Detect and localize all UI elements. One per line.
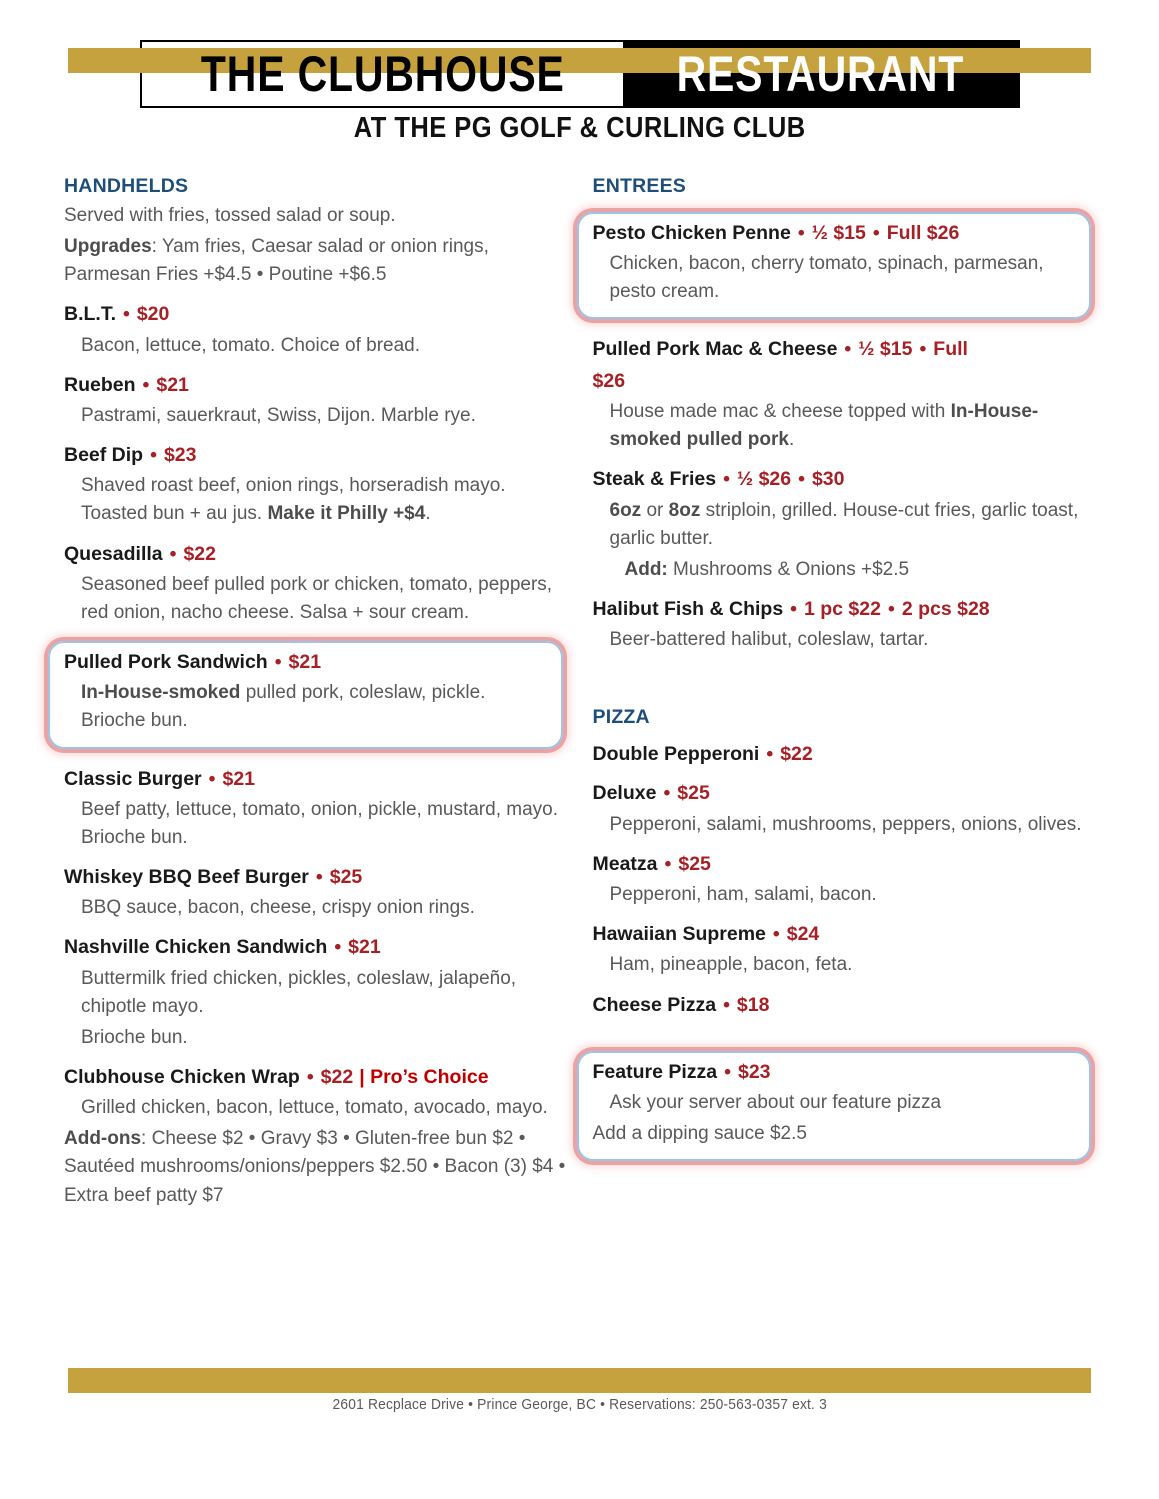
bullet-separator: •: [844, 338, 852, 361]
item-price: $23: [163, 444, 197, 467]
item-title-line: [593, 850, 1096, 878]
item-name: Feature Pizza: [592, 1060, 718, 1083]
text: Brioche bun.: [81, 1026, 188, 1048]
item-description: [593, 398, 1096, 454]
menu-item: [593, 465, 1096, 584]
menu-item: [593, 850, 1096, 909]
text: pulled pork, coleslaw, pickle. Brioche bun.: [81, 682, 486, 732]
item-description: [593, 626, 1096, 654]
item-name: Deluxe: [592, 782, 657, 805]
item-description: [593, 1089, 1076, 1117]
section-note: [64, 233, 567, 289]
bold-text: Make it Philly +$4: [267, 503, 426, 525]
section-title-handhelds: HANDHELDS: [64, 175, 189, 197]
item-title-line: [64, 648, 547, 676]
item-price: $25: [678, 852, 711, 875]
item-name: Steak & Fries: [592, 468, 717, 491]
item-name: Meatza: [592, 852, 658, 875]
highlighted-menu-item: [48, 641, 563, 748]
item-name: B.L.T.: [64, 303, 116, 326]
text: BBQ sauce, bacon, cheese, crispy onion rings.: [81, 897, 475, 919]
text: Pepperoni, salami, mushrooms, peppers, onions, olives.: [609, 813, 1082, 835]
item-description: [593, 556, 1096, 584]
item-title-line: [593, 1058, 1076, 1086]
bullet-separator: •: [334, 936, 342, 959]
item-description: [593, 881, 1096, 909]
menu-item: [593, 779, 1096, 838]
bullet-separator: •: [208, 767, 216, 790]
item-name: Pesto Chicken Penne: [592, 222, 791, 244]
highlighted-menu-item: [577, 212, 1092, 319]
menu-content: [0, 175, 1159, 1213]
bullet-separator: •: [798, 468, 805, 491]
bullet-separator: •: [772, 923, 780, 946]
item-price: $25: [677, 782, 710, 805]
logo-subtitle-text: AT THE PG GOLF & CURLING CLUB: [353, 112, 806, 144]
item-price: $21: [348, 936, 381, 959]
section-handhelds: [64, 175, 567, 1210]
item-description: [64, 1094, 567, 1122]
item-title-line: [593, 740, 1096, 768]
menu-column-right: [593, 175, 1096, 1213]
item-name: Quesadilla: [64, 542, 163, 565]
bold-text: In-House-smoked: [81, 682, 241, 704]
item-name: Hawaiian Supreme: [592, 923, 766, 946]
text: or: [641, 499, 669, 521]
item-price: $25: [329, 866, 363, 889]
text: Bacon, lettuce, tomato. Choice of bread.: [81, 334, 421, 356]
bullet-separator: •: [797, 222, 805, 244]
item-price: ½ $15: [858, 338, 913, 361]
item-title-line: [593, 595, 1096, 623]
item-price: 1 pc $22: [804, 597, 881, 620]
item-description: [64, 894, 567, 922]
item-title-line: [593, 335, 1096, 363]
item-description: [64, 332, 567, 360]
item-name: Clubhouse Chicken Wrap: [64, 1065, 300, 1088]
menu-item: [593, 595, 1096, 654]
text: striploin, grilled. House-cut fries, garlic toast, garlic butter.: [609, 499, 1079, 549]
logo-left-panel: [142, 42, 624, 106]
bullet-separator: •: [123, 303, 130, 326]
menu-item: [64, 933, 567, 1052]
item-price: 2 pcs $28: [901, 597, 990, 620]
menu-item: [64, 441, 567, 528]
text: : Cheese $2 • Gravy $3 • Gluten-free bun $2 • Sautéed mushrooms/onions/peppers $2.50 • Bacon (3) $4 • Extra beef patty $7: [64, 1128, 566, 1206]
item-description: [593, 951, 1096, 979]
logo-subtitle: [140, 112, 1020, 145]
logo-right-panel: [623, 42, 1017, 106]
text: Pastrami, sauerkraut, Swiss, Dijon. Marble rye.: [81, 404, 476, 426]
item-description: [593, 497, 1096, 553]
item-title-line: [593, 219, 1076, 247]
bullet-separator: •: [664, 852, 672, 875]
section-pizza: [593, 706, 1096, 1161]
item-price: $21: [222, 767, 256, 790]
text: Grilled chicken, bacon, lettuce, tomato, avocado, mayo.: [81, 1097, 548, 1119]
bullet-separator: •: [723, 993, 730, 1016]
item-tag: | Pro’s Choice: [359, 1065, 489, 1088]
item-name: Halibut Fish & Chips: [592, 597, 784, 620]
bold-text: Add:: [624, 558, 668, 580]
text: Mushrooms & Onions +$2.5: [667, 558, 910, 580]
text: : Yam fries, Caesar salad or onion rings, Parmesan Fries +$4.5 • Poutine +$6.5: [64, 236, 489, 286]
text: .: [425, 503, 431, 525]
item-name: Cheese Pizza: [592, 993, 717, 1016]
item-description: [64, 1024, 567, 1052]
highlighted-menu-item: [577, 1051, 1092, 1161]
text: Beer-battered halibut, coleslaw, tartar.: [609, 629, 929, 651]
item-title-line: [64, 1063, 567, 1091]
menu-item: [64, 1063, 567, 1122]
text: Add a dipping sauce $2.5: [592, 1123, 807, 1145]
bullet-separator: •: [872, 222, 880, 244]
item-name: Beef Dip: [64, 444, 144, 467]
bullet-separator: •: [315, 866, 323, 889]
item-name: Pulled Pork Sandwich: [64, 651, 268, 674]
menu-column-left: [64, 175, 567, 1213]
text: Chicken, bacon, cherry tomato, spinach, parmesan, pesto cream.: [609, 253, 1044, 303]
item-price: $24: [786, 923, 820, 946]
item-price: $21: [288, 651, 322, 674]
menu-item: [593, 335, 1096, 454]
item-name: Nashville Chicken Sandwich: [64, 936, 328, 959]
item-description: [64, 571, 567, 627]
item-title-line: [64, 863, 567, 891]
item-price: $26: [592, 369, 626, 392]
item-title-line: [64, 540, 567, 568]
item-name: Classic Burger: [64, 767, 202, 790]
text: Beef patty, lettuce, tomato, onion, pickle, mustard, mayo. Brioche bun.: [81, 798, 558, 848]
item-price: $22: [183, 542, 216, 565]
menu-item: [593, 740, 1096, 768]
item-price: $22: [320, 1065, 354, 1088]
bullet-separator: •: [306, 1065, 314, 1088]
bullet-separator: •: [169, 542, 177, 565]
bullet-separator: •: [887, 597, 895, 620]
text: Served with fries, tossed salad or soup.: [64, 205, 396, 226]
footer-address-text: 2601 Recplace Drive • Prince George, BC • Reservations: 250-563-0357 ext. 3: [332, 1396, 827, 1413]
section-entrees: [593, 175, 1096, 654]
item-price: $30: [811, 468, 845, 491]
bullet-separator: •: [723, 468, 730, 491]
item-price: Full $26: [886, 222, 960, 244]
item-description: [593, 811, 1096, 839]
item-title-line: [593, 920, 1096, 948]
menu-item: [593, 991, 1096, 1019]
bullet-separator: •: [766, 743, 774, 766]
item-name: Pulled Pork Mac & Cheese: [592, 338, 838, 361]
item-price: $20: [136, 303, 170, 326]
bullet-separator: •: [724, 1060, 731, 1083]
item-price: $23: [737, 1060, 771, 1083]
text: Shaved roast beef, onion rings, horseradish mayo. Toasted bun + au jus.: [81, 475, 506, 525]
item-title-line: [64, 371, 567, 399]
bullet-separator: •: [919, 338, 927, 361]
item-title-line: [593, 779, 1096, 807]
bullet-separator: •: [150, 444, 157, 467]
item-description: [593, 250, 1076, 306]
text: Pepperoni, ham, salami, bacon.: [609, 884, 877, 906]
bold-text: Add-ons: [64, 1128, 142, 1150]
item-price: ½ $26: [736, 468, 792, 491]
footer-gold-bar: [68, 1368, 1091, 1393]
item-price: ½ $15: [811, 222, 866, 244]
bold-text: 6oz: [609, 499, 642, 521]
bullet-separator: •: [663, 782, 671, 805]
item-title-line: [593, 991, 1096, 1019]
item-name: Double Pepperoni: [592, 743, 760, 766]
menu-item: [593, 920, 1096, 979]
item-title-line: [64, 933, 567, 961]
bold-text: Upgrades: [64, 236, 152, 258]
menu-item: [64, 371, 567, 430]
item-price: $18: [736, 993, 770, 1016]
text: Seasoned beef pulled pork or chicken, tomato, peppers, red onion, nacho cheese. Salsa + sour cream.: [81, 573, 553, 623]
item-title-line: [64, 765, 567, 793]
item-title-line: [64, 441, 567, 469]
logo-text-clubhouse: THE CLUBHOUSE: [200, 46, 565, 102]
section-note: [64, 1125, 567, 1209]
text: Ask your server about our feature pizza: [609, 1092, 942, 1114]
item-price-wrap: [593, 367, 1096, 395]
menu-item: [64, 540, 567, 627]
item-description: [64, 796, 567, 852]
item-description: [64, 402, 567, 430]
bullet-separator: •: [790, 597, 797, 620]
text: Ham, pineapple, bacon, feta.: [609, 954, 853, 976]
item-price: Full: [933, 338, 968, 361]
section-title-pizza: PIZZA: [592, 706, 650, 729]
item-name: Rueben: [64, 373, 136, 396]
text: House made mac & cheese topped with: [609, 401, 951, 423]
section-title-entrees: ENTREES: [592, 175, 687, 197]
item-title-line: [64, 300, 567, 328]
item-title-line: [593, 465, 1096, 493]
item-description: [64, 472, 567, 528]
bold-text: 8oz: [668, 499, 701, 521]
item-description: [64, 965, 567, 1021]
item-description: [64, 679, 547, 735]
menu-item: [64, 765, 567, 852]
item-price: $21: [156, 373, 189, 396]
text: .: [788, 429, 795, 451]
footer-address: [0, 1396, 1159, 1413]
section-note: [64, 202, 567, 230]
menu-item: [64, 863, 567, 922]
bullet-separator: •: [274, 651, 282, 674]
item-name: Whiskey BBQ Beef Burger: [64, 866, 309, 889]
bullet-separator: •: [142, 373, 150, 396]
item-description: [593, 1120, 1076, 1148]
text: Buttermilk fried chicken, pickles, coleslaw, jalapeño, chipotle mayo.: [81, 967, 517, 1017]
item-price: $22: [780, 743, 813, 766]
bold-text: In-House-smoked pulled pork: [609, 401, 1039, 451]
menu-item: [64, 300, 567, 359]
logo-text-restaurant: RESTAURANT: [676, 46, 965, 102]
